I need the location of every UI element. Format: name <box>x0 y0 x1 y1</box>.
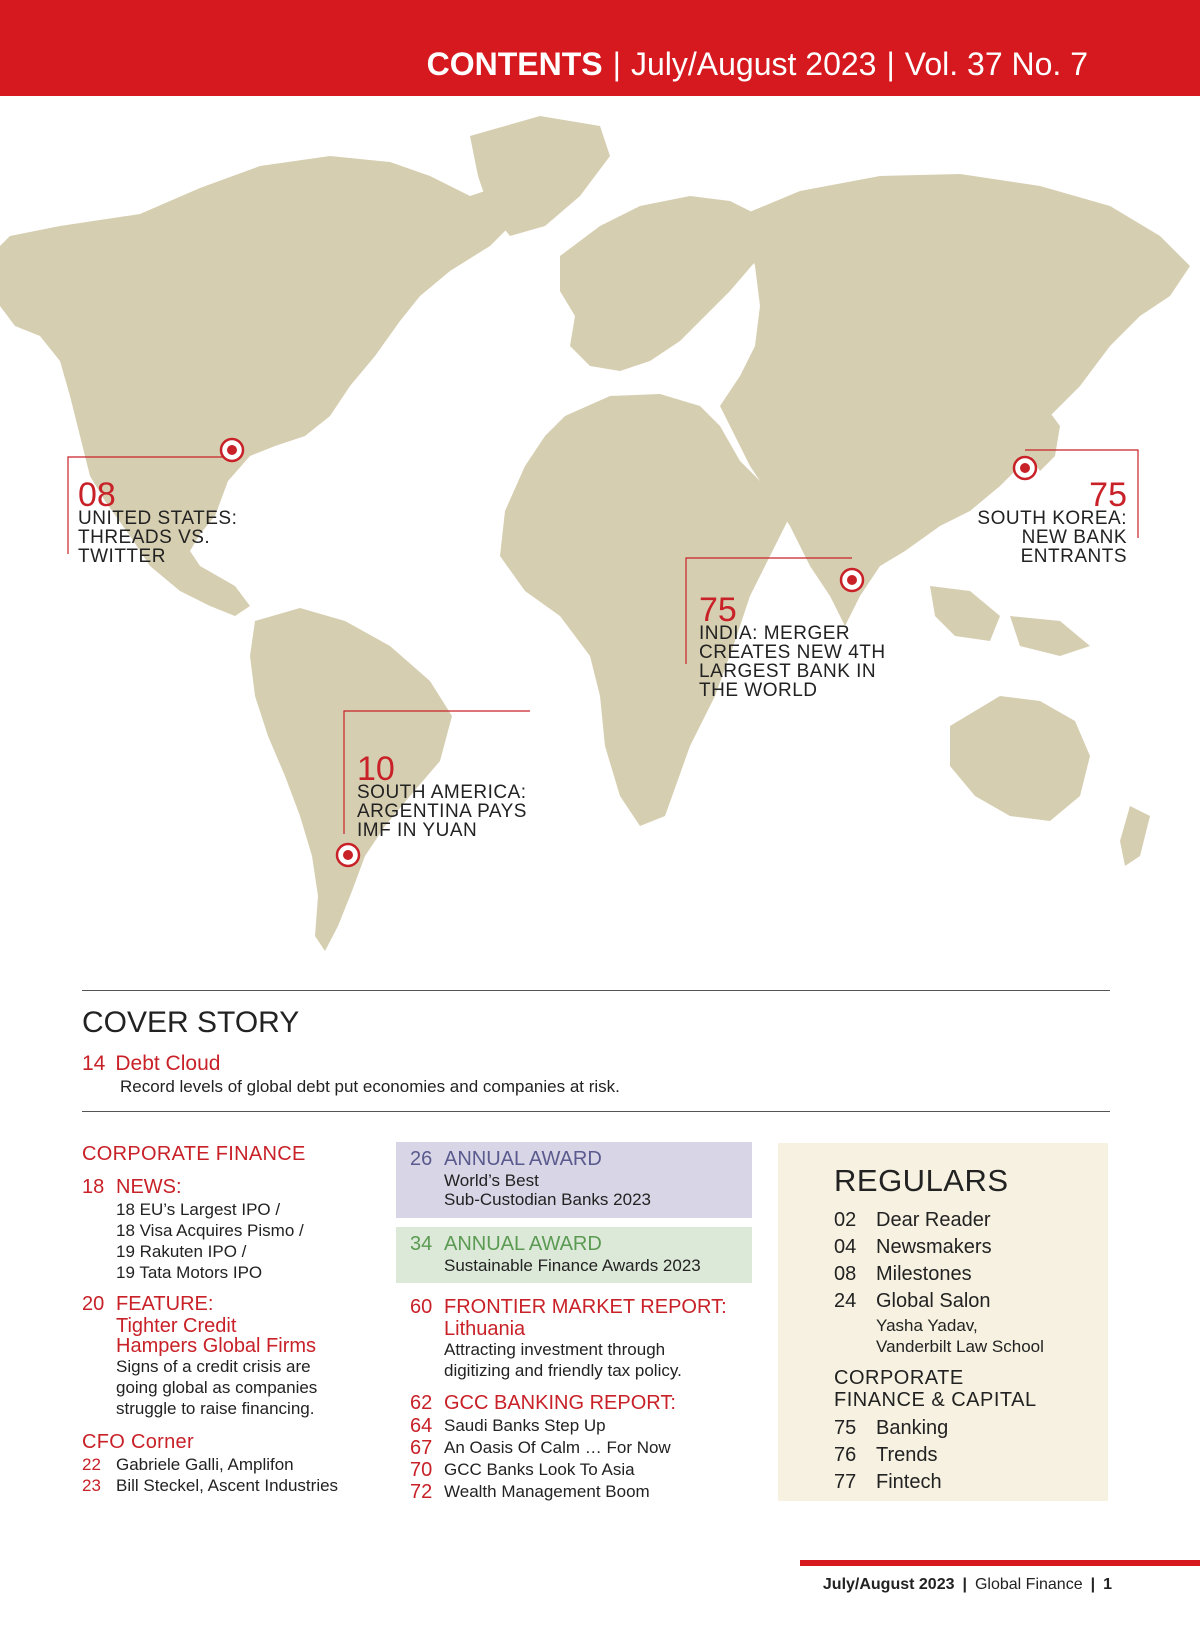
footer-date: July/August 2023 <box>822 1576 955 1593</box>
europe-landmass <box>560 196 760 371</box>
callout-page: 08 <box>78 476 116 514</box>
callout-india[interactable]: 75 INDIA: MERGER CREATES NEW 4TH LARGEST BANK IN THE WORLD <box>699 591 886 701</box>
corporate-finance-capital-heading: CORPORATE FINANCE & CAPITAL <box>834 1367 1037 1411</box>
cover-story-page: 14 <box>82 1052 106 1075</box>
regular-item[interactable]: 76 Trends <box>834 1444 938 1466</box>
divider-bottom <box>82 1111 1110 1112</box>
callout-page: 10 <box>357 750 395 788</box>
corporate-finance-column <box>82 1143 382 1496</box>
cfo-item[interactable]: 23 Bill Steckel, Ascent Industries <box>82 1476 339 1495</box>
gcc-item[interactable]: 70 GCC Banks Look To Asia <box>410 1459 635 1481</box>
feature-desc: Signs of a credit crisis are <box>116 1357 311 1376</box>
cover-story-link[interactable] <box>82 1052 220 1076</box>
cover-story-title: Debt Cloud <box>115 1052 221 1075</box>
feature-desc: struggle to raise financing. <box>116 1399 315 1418</box>
cfo-item[interactable]: 22 Gabriele Galli, Amplifon <box>82 1455 294 1474</box>
gcc-banking-report <box>410 1392 760 1503</box>
issue-date: July/August 2023 <box>630 46 877 82</box>
regular-item[interactable]: 24 Global Salon <box>834 1290 991 1312</box>
gcc-report-link[interactable]: 62 GCC BANKING REPORT: <box>410 1392 676 1414</box>
callout-page: 75 <box>699 591 737 629</box>
southeast-asia-islands <box>930 586 1090 656</box>
regular-item[interactable]: 77 Fintech <box>834 1471 942 1493</box>
new-zealand-landmass <box>1120 806 1150 866</box>
news-link[interactable]: 18 NEWS: <box>82 1176 182 1198</box>
frontier-country: Lithuania <box>444 1318 526 1340</box>
callout-south-america[interactable]: 10 SOUTH AMERICA: ARGENTINA PAYS IMF IN YUAN <box>357 750 527 841</box>
news-item[interactable]: 18 EU’s Largest IPO / <box>116 1200 281 1219</box>
feature-link[interactable]: 20 FEATURE: <box>82 1293 214 1315</box>
regular-item[interactable]: 04 Newsmakers <box>834 1236 992 1258</box>
footer: July/August 2023 | Global Finance | 1 <box>822 1576 1112 1593</box>
contents-label: CONTENTS <box>426 46 603 82</box>
footer-publication: Global Finance <box>974 1576 1083 1593</box>
page-number: 1 <box>1103 1576 1112 1593</box>
news-item[interactable]: 19 Rakuten IPO / <box>116 1242 247 1261</box>
regulars-heading: REGULARS <box>834 1163 1009 1198</box>
header-title: CONTENTS | July/August 2023 | Vol. 37 No. 7 <box>426 46 1088 82</box>
cover-story-description: Record levels of global debt put economies and companies at risk. <box>120 1077 620 1096</box>
footer-bar <box>800 1560 1200 1566</box>
feature-title: Tighter Credit <box>116 1315 237 1337</box>
regulars-box: REGULARS 02 Dear Reader 04 Newsmakers 08 Milestones 24 Global Salon Yasha Yadav, Vanderbilt Law School CORPORATE FINANCE & CAPITAL 75 Banking 76 Trends 77 Fintech <box>778 1143 1108 1501</box>
callout-south-korea[interactable]: 75 SOUTH KOREA: NEW BANK ENTRANTS <box>977 476 1127 567</box>
regular-item[interactable]: 08 Milestones <box>834 1263 972 1285</box>
australia-landmass <box>950 696 1090 821</box>
feature-title: Hampers Global Firms <box>116 1335 317 1357</box>
award-box-sub-custodian[interactable]: 26 ANNUAL AWARD World’s Best Sub-Custodian Banks 2023 <box>396 1142 752 1218</box>
callout-page: 75 <box>1089 476 1127 514</box>
regular-item[interactable]: 75 Banking <box>834 1417 949 1439</box>
callout-united-states[interactable]: 08 UNITED STATES: THREADS VS. TWITTER <box>78 476 238 567</box>
award-box-sustainable-finance[interactable]: 34 ANNUAL AWARD Sustainable Finance Awards 2023 <box>396 1227 752 1283</box>
volume-number: Vol. 37 No. 7 <box>904 46 1088 82</box>
gcc-item[interactable]: 64 Saudi Banks Step Up <box>410 1415 606 1437</box>
frontier-market-report[interactable]: 60 FRONTIER MARKET REPORT: Lithuania Attracting investment through digitizing and friendly tax policy. <box>410 1296 760 1381</box>
regular-item[interactable]: 02 Dear Reader <box>834 1209 991 1231</box>
feature-desc: going global as companies <box>116 1378 318 1397</box>
corporate-finance-heading: CORPORATE FINANCE <box>82 1143 306 1165</box>
news-item[interactable]: 19 Tata Motors IPO <box>116 1263 263 1282</box>
news-item[interactable]: 18 Visa Acquires Pismo / <box>116 1221 304 1240</box>
divider-top <box>82 990 1110 991</box>
gcc-item[interactable]: 67 An Oasis Of Calm … For Now <box>410 1437 671 1459</box>
cfo-corner-heading: CFO Corner <box>82 1431 194 1453</box>
cover-story-heading: COVER STORY <box>82 1006 300 1039</box>
gcc-item[interactable]: 72 Wealth Management Boom <box>410 1481 650 1503</box>
